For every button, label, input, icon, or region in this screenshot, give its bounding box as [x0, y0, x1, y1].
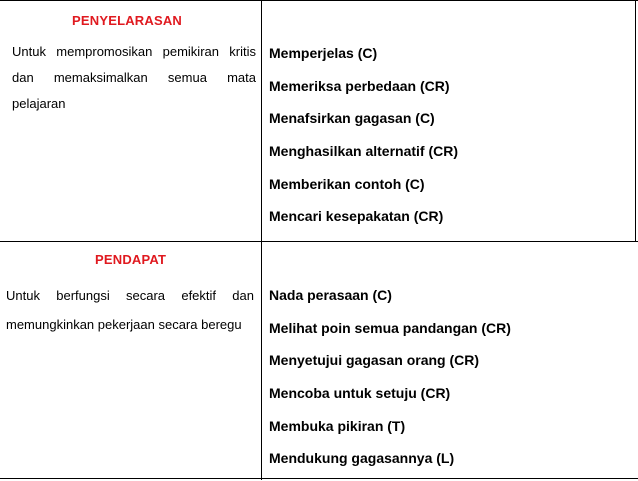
list-item: Mencari kesepakatan (CR) — [269, 208, 444, 225]
list-item: Mendukung gagasannya (L) — [269, 450, 455, 467]
list-item: Memberikan contoh (C) — [269, 175, 425, 192]
section-description-penyelarasan: Untuk mempromosikan pemikiran kritis dan memaksimalkan semua mata pelajaran — [12, 44, 256, 111]
column-divider — [261, 1, 262, 480]
list-item: Mencoba untuk setuju (CR) — [269, 385, 451, 402]
section-description-pendapat: Untuk berfungsi secara efektif dan memungkinkan pekerjaan secara beregu — [6, 288, 254, 332]
list-item: Memeriksa perbedaan (CR) — [269, 77, 450, 94]
section-heading-pendapat: PENDAPAT — [95, 252, 167, 267]
list-item: Menyetujui gagasan orang (CR) — [269, 352, 480, 369]
item-list-pendapat — [269, 285, 511, 481]
section-heading-penyelarasan: PENYELARASAN — [72, 13, 183, 28]
list-item: Menafsirkan gagasan (C) — [269, 110, 435, 127]
item-list-penyelarasan — [269, 43, 458, 239]
list-item: Melihat poin semua pandangan (CR) — [269, 319, 511, 336]
list-item: Nada perasaan (C) — [269, 287, 392, 303]
list-item: Menghasilkan alternatif (CR) — [269, 143, 459, 160]
right-border — [635, 1, 636, 241]
list-item: Membuka pikiran (T) — [269, 417, 406, 434]
list-item: Memperjelas (C) — [269, 45, 378, 61]
